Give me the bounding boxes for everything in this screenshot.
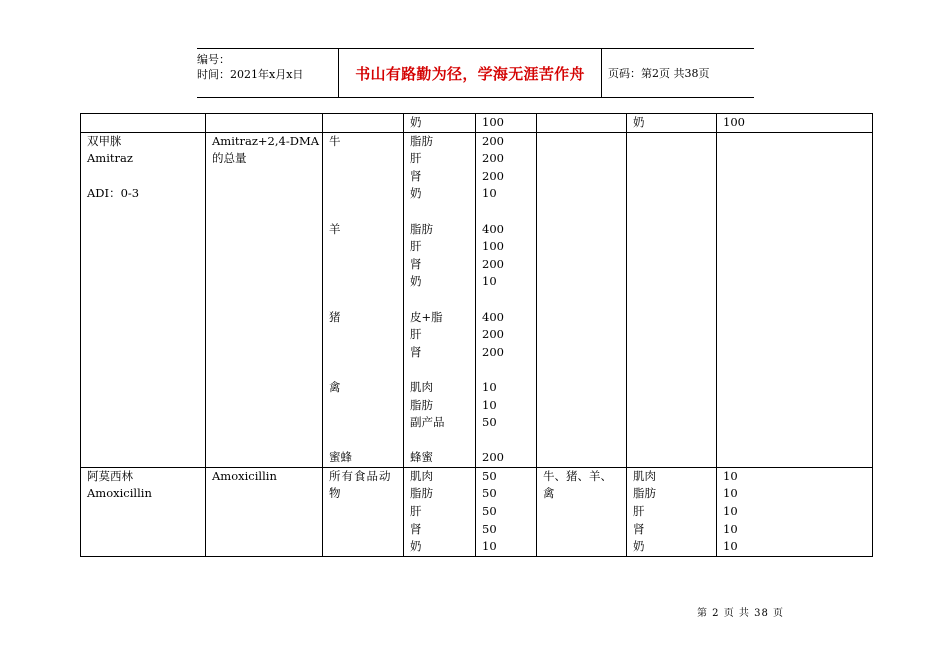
- tissue: 肾: [410, 256, 422, 271]
- marker-residue: Amoxicillin: [212, 468, 277, 483]
- mrl-value: 50: [482, 504, 497, 519]
- tissue: 奶: [633, 539, 645, 554]
- table-row: [81, 467, 873, 556]
- code-label: 编号：: [197, 53, 230, 66]
- tissue: 脂肪: [410, 397, 433, 412]
- species: 禽: [543, 486, 555, 501]
- tissue: 肌肉: [633, 468, 656, 483]
- drug-name-cell: [81, 467, 206, 556]
- species: 牛: [329, 133, 341, 148]
- mrl-value: 200: [482, 344, 504, 359]
- mrl-value: 10: [482, 379, 497, 394]
- mrl-cell: [476, 132, 537, 467]
- drug-name-cn: 双甲脒: [87, 133, 122, 148]
- tissue: 脂肪: [410, 221, 433, 236]
- adi-value: ADI：0-3: [87, 186, 140, 201]
- tissue: 脂肪: [410, 486, 433, 501]
- tissue: 脂肪: [633, 486, 656, 501]
- tissue: 奶: [410, 115, 422, 129]
- tissue: 脂肪: [410, 133, 433, 148]
- tissue: 皮+脂: [410, 309, 443, 324]
- header-page-cell: [602, 49, 754, 97]
- drug-name-cell: [81, 132, 206, 467]
- mrl-value: 10: [723, 521, 738, 536]
- tissue: 奶: [410, 274, 422, 289]
- tissue-cell: [627, 467, 717, 556]
- mrl-value: 100: [723, 115, 745, 129]
- tissue: 肝: [410, 239, 422, 254]
- tissue: 肾: [410, 168, 422, 183]
- date-label: 时间：2021年x月x日: [197, 68, 304, 81]
- mrl-value: 10: [723, 468, 738, 483]
- species: 猪: [329, 309, 341, 324]
- mrl-table: [80, 113, 873, 557]
- marker-residue-cell: [206, 467, 323, 556]
- species: 蜜蜂: [329, 450, 352, 465]
- table-row: [81, 132, 873, 467]
- tissue: 肾: [410, 521, 422, 536]
- tissue: 蜂蜜: [410, 450, 433, 465]
- table-row: [81, 114, 873, 133]
- mrl-cell: [476, 467, 537, 556]
- mrl-value: 400: [482, 221, 504, 236]
- mrl-value: 10: [723, 486, 738, 501]
- marker-residue: 的总量: [212, 151, 247, 166]
- mrl-value: 10: [482, 397, 497, 412]
- marker-residue: Amitraz: [212, 133, 258, 148]
- mrl-value: 10: [482, 186, 497, 201]
- mrl-value: 400: [482, 309, 504, 324]
- tissue-cell: [404, 467, 476, 556]
- mrl-value: 200: [482, 133, 504, 148]
- mrl-value: 100: [482, 239, 504, 254]
- tissue: 肝: [410, 327, 422, 342]
- page-code: 页码：第2页 共38页: [608, 66, 710, 80]
- tissue: 肝: [633, 504, 645, 519]
- tissue: 肾: [410, 344, 422, 359]
- mrl-value: 100: [482, 115, 504, 129]
- marker-residue: +2,4-DMA: [257, 133, 320, 148]
- tissue: 肾: [633, 521, 645, 536]
- mrl-value: 50: [482, 415, 497, 430]
- mrl-cell: [717, 467, 873, 556]
- tissue: 奶: [633, 115, 645, 129]
- header-meta: [197, 49, 339, 97]
- tissue: 肌肉: [410, 379, 433, 394]
- drug-name-cn: 阿莫西林: [87, 468, 133, 483]
- tissue-cell: [404, 132, 476, 467]
- drug-name-en: Amoxicillin: [87, 486, 152, 501]
- mrl-value: 50: [482, 486, 497, 501]
- mrl-value: 10: [723, 504, 738, 519]
- tissue: 副产品: [410, 415, 445, 430]
- motto-text: 书山有路勤为径，学海无涯苦作舟: [355, 64, 585, 83]
- mrl-value: 10: [482, 274, 497, 289]
- mrl-value: 200: [482, 327, 504, 342]
- mrl-value: 200: [482, 256, 504, 271]
- tissue: 肌肉: [410, 468, 433, 483]
- marker-residue-cell: [206, 132, 323, 467]
- species-cell: [323, 467, 404, 556]
- species-cell: [537, 467, 627, 556]
- species: 物: [329, 486, 341, 501]
- mrl-value: 200: [482, 151, 504, 166]
- mrl-value: 50: [482, 521, 497, 536]
- mrl-value: 10: [482, 539, 497, 554]
- mrl-value: 10: [723, 539, 738, 554]
- mrl-value: 50: [482, 468, 497, 483]
- tissue: 肝: [410, 151, 422, 166]
- page-footer: 第 2 页 共 38 页: [697, 608, 784, 619]
- header-motto-cell: [339, 49, 602, 97]
- tissue: 奶: [410, 186, 422, 201]
- page-header: [197, 48, 754, 98]
- tissue: 奶: [410, 539, 422, 554]
- mrl-value: 200: [482, 450, 504, 465]
- species: 羊: [329, 221, 341, 236]
- tissue: 肝: [410, 504, 422, 519]
- species: 牛、猪、羊、: [543, 468, 612, 483]
- species: 禽: [329, 379, 341, 394]
- drug-name-en: Amitraz: [87, 151, 133, 166]
- species: 所有食品动: [329, 468, 392, 483]
- species-cell: [323, 132, 404, 467]
- mrl-value: 200: [482, 168, 504, 183]
